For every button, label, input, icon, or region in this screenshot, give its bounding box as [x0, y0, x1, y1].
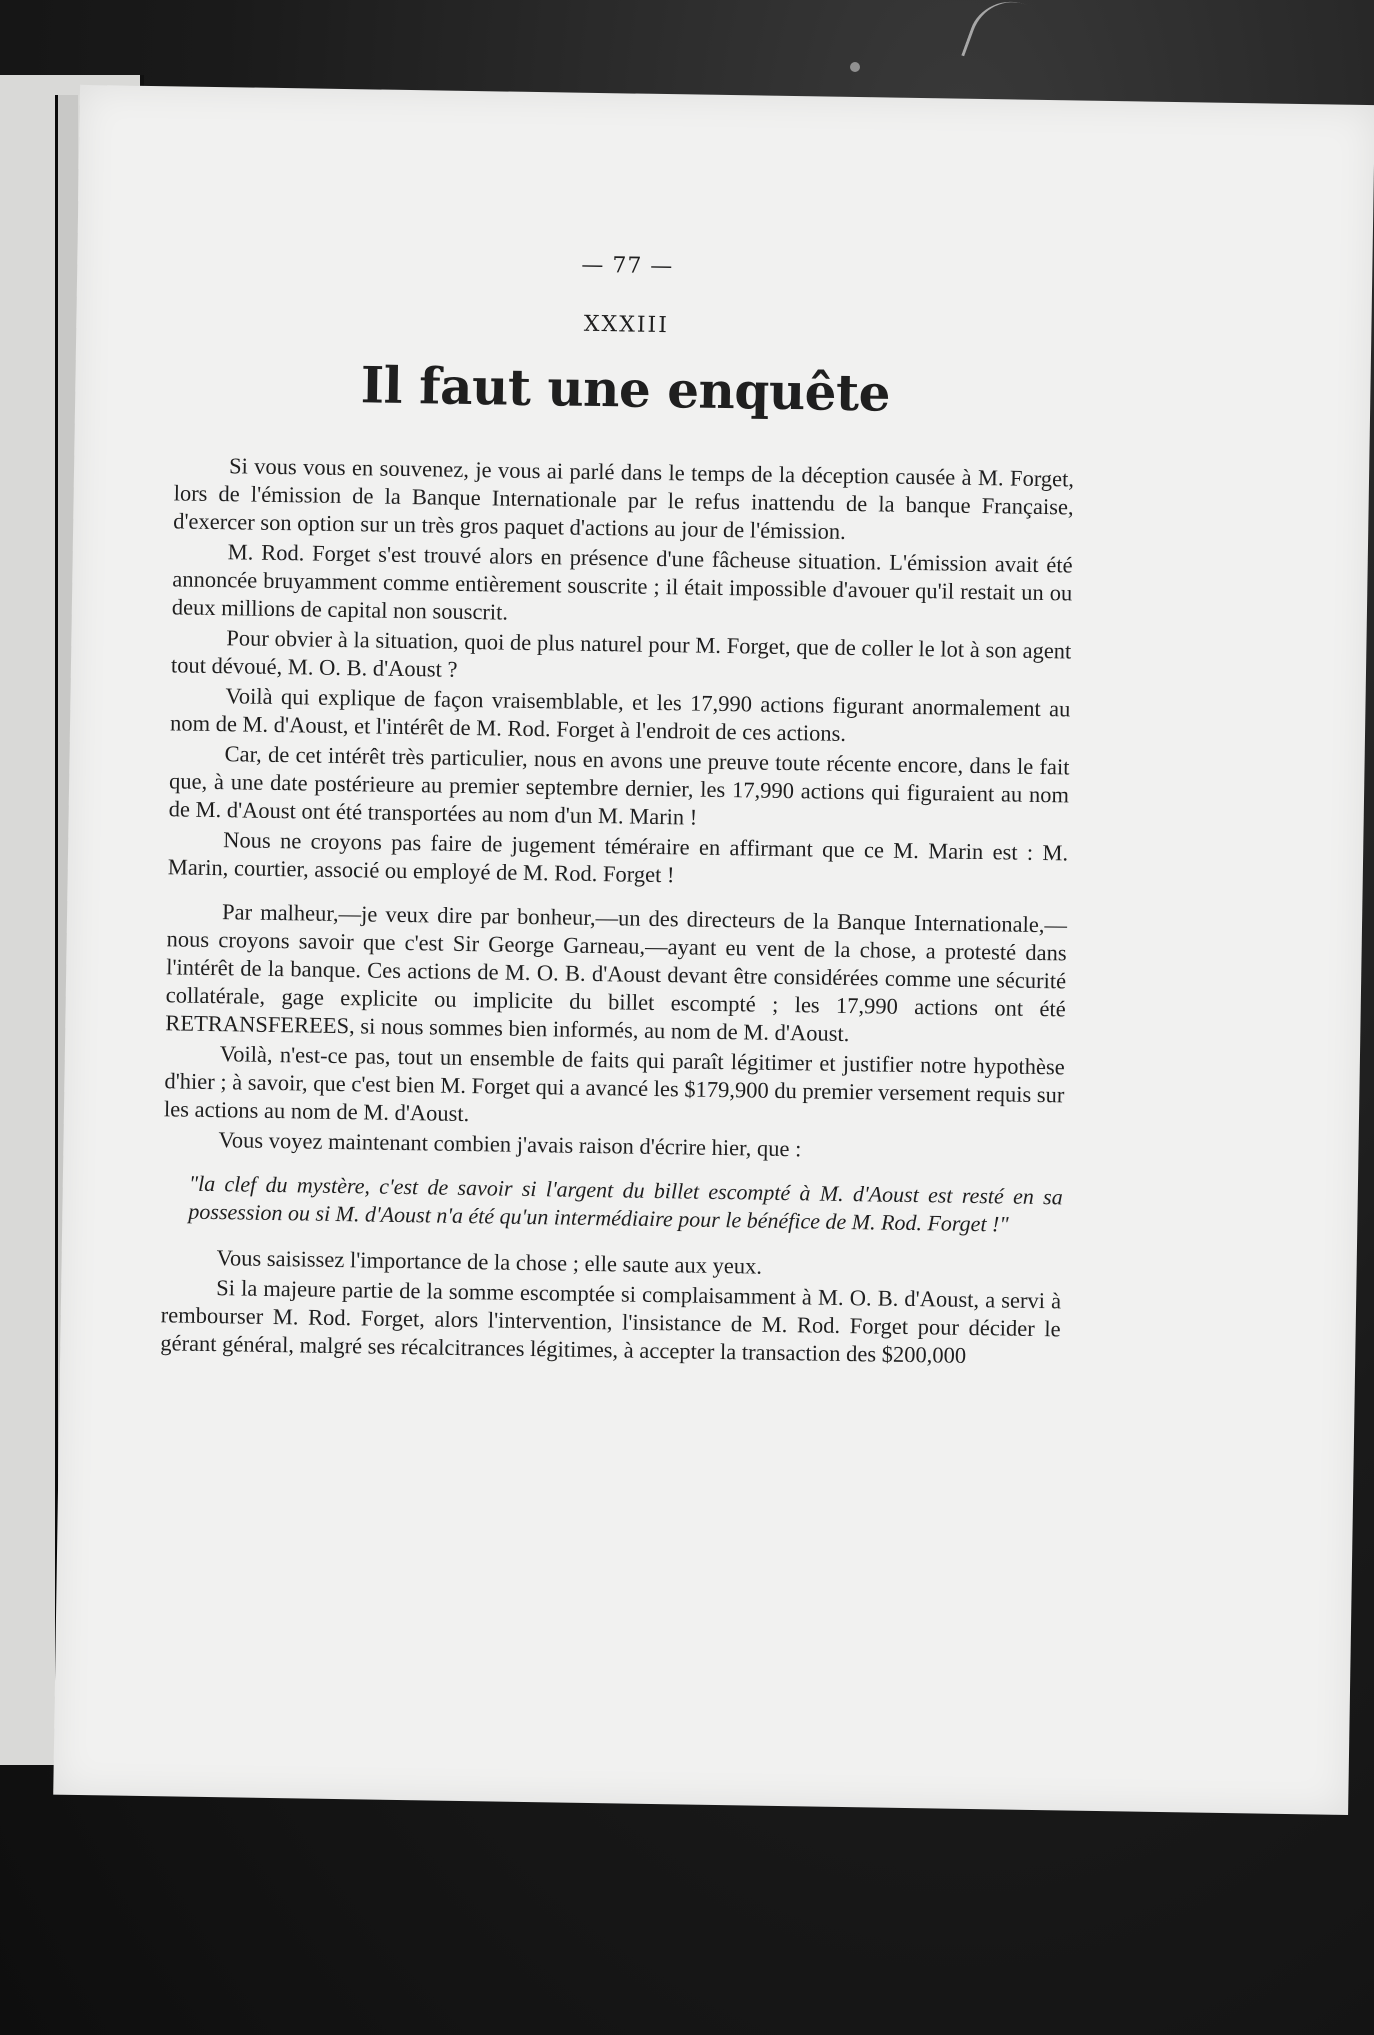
- paragraph: Vous saisissez l'importance de la chose ; elle saute aux yeux.: [216, 1245, 763, 1279]
- paragraph: Si la majeure partie de la somme escomptée si complaisamment à M. O. B. d'Aoust, a servi à rembourser M. Rod. Forget, alors l'intervention, l'insistance de M. Rod. Forget pour décider le gérant général, malgré ses récalcitrances légitimes, à accepter la transaction des $200,000: [160, 1275, 1062, 1368]
- paragraph: Voilà qui explique de façon vraisemblable, et les 17,990 actions figurant anormalement au nom de M. d'Aoust, et l'intérêt de M. Rod. Forget à l'endroit de ces actions.: [169, 683, 1071, 746]
- paragraph: Vous voyez maintenant combien j'avais raison d'écrire hier, que :: [218, 1127, 802, 1162]
- paragraph: M. Rod. Forget s'est trouvé alors en présence d'une fâcheuse situation. L'émission avait été annoncée bruyamment comme entièrement souscrite ; il était impossible d'avouer qu'il restait un ou deux millions de capital non souscrit.: [171, 539, 1073, 625]
- film-speck: [850, 62, 860, 72]
- paragraph: Nous ne croyons pas faire de jugement téméraire en affirmant que ce M. Marin est : M. Marin, courtier, associé ou employé de M. Rod. Forget !: [167, 827, 1069, 888]
- book-page: [53, 85, 1374, 1815]
- paragraph: Car, de cet intérêt très particulier, nous en avons une preuve toute récente encore, dans le fait que, à une date postérieure au premier septembre dernier, les 17,990 actions qui figuraient au nom de M. d'Aoust ont été transportées au nom d'un M. Marin !: [168, 741, 1070, 830]
- quote: "la clef du mystère, c'est de savoir si l'argent du billet escompté à M. d'Aoust est resté en sa possession ou si M. d'Aoust n'a été qu'un intermédiaire pour le bénéfice de M. Rod. Forget !": [188, 1170, 1063, 1237]
- chapter-number: XXXIII: [583, 311, 670, 339]
- paragraph: Pour obvier à la situation, quoi de plus naturel pour M. Forget, que de coller le lot à son agent tout dévoué, M. O. B. d'Aoust ?: [170, 625, 1072, 682]
- page-content: [160, 246, 1077, 1373]
- paragraph: Par malheur,—je veux dire par bonheur,—un des directeurs de la Banque Internationale,—nous croyons savoir que c'est Sir George Garneau,—ayant eu vent de la chose, a protesté dans l'intérêt de la banque. Ces actions de M. O. B. d'Aoust devant être considérées comme une sécurité collatérale, gage explicite ou implicite du billet escompté ; les 17,990 actions ont été RETRANSFEREES, si nous sommes bien informés, au nom de M. d'Aoust.: [165, 899, 1068, 1047]
- chapter-title: Il faut une enquête: [360, 355, 891, 423]
- paragraph: Si vous vous en souvenez, je vous ai parlé dans le temps de la déception causée à M. Forget, lors de l'émission de la Banque Internationale par le refus inattendu de la banque Française, d'exercer son option sur un très gros paquet d'actions au jour de l'émission.: [173, 453, 1075, 544]
- paragraph: Voilà, n'est-ce pas, tout un ensemble de faits qui paraît légitimer et justifier notre hypothèse d'hier ; à savoir, que c'est bien M. Forget qui a avancé les $179,900 du premier versement requis sur les actions au nom de M. d'Aoust.: [163, 1041, 1065, 1127]
- page-number: — 77 —: [581, 252, 674, 280]
- film-scratch: [961, 0, 1054, 80]
